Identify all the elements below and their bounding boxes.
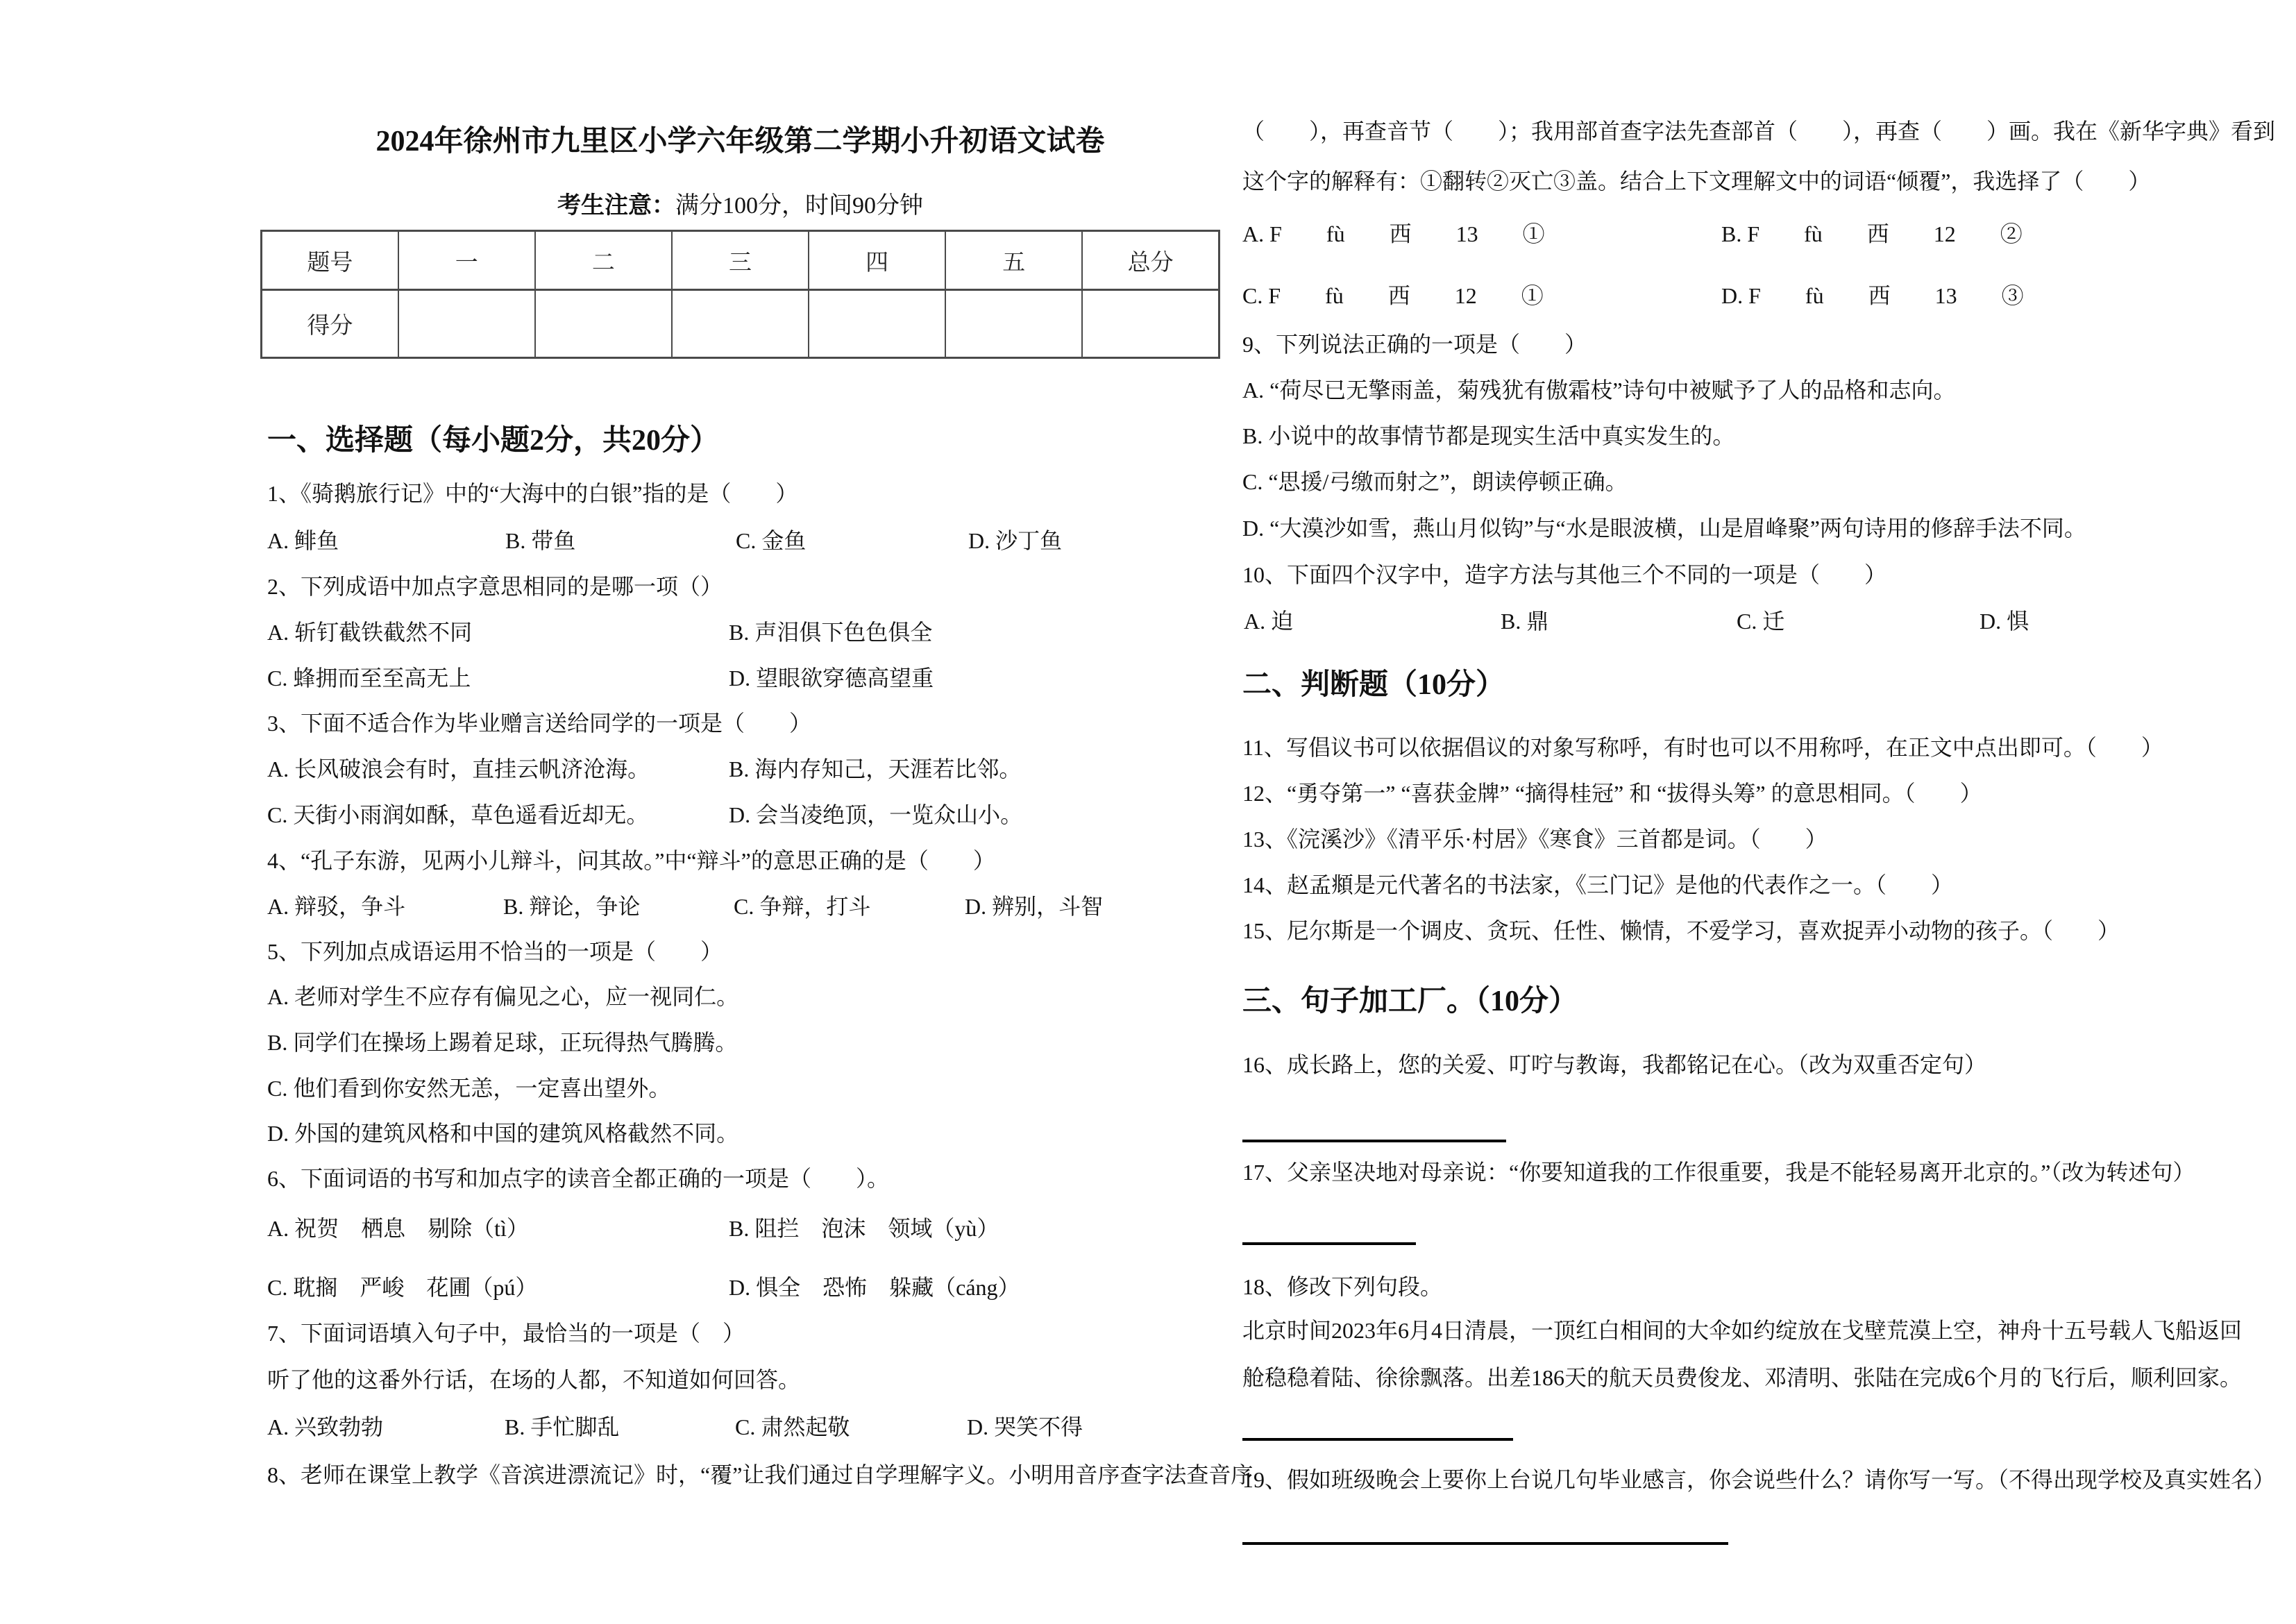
q4-option-c: C. 争辩，打斗	[734, 894, 871, 919]
q5-option-c: C. 他们看到你安然无恙，一定喜出望外。	[267, 1076, 671, 1101]
q2-option-d: D. 望眼欲穿德高望重	[729, 666, 934, 691]
header-cell: 一	[398, 231, 535, 290]
q7-option-a: A. 兴致勃勃	[267, 1414, 384, 1439]
answer-line	[1242, 1242, 1416, 1245]
question-7: 7、下面词语填入句子中，最恰当的一项是（ ）	[267, 1321, 745, 1346]
q8-continuation-1: （ ），再查音节（ ）；我用部首查字法先查部首（ ），再查（ ）画。我在《新华字典》看到	[1242, 119, 2276, 144]
answer-line	[1242, 1438, 1513, 1441]
q9-option-b: B. 小说中的故事情节都是现实生活中真实发生的。	[1242, 423, 1735, 448]
header-cell: 三	[672, 231, 809, 290]
q4-option-b: B. 辩论，争论	[503, 894, 641, 919]
question-5: 5、下列加点成语运用不恰当的一项是（ ）	[267, 939, 723, 964]
q6-option-b: B. 阻拦 泡沫 领域（yù）	[729, 1216, 999, 1241]
q8-option-b: B. F fù 西 12 ②	[1721, 221, 2023, 246]
q6-option-d: D. 惧全 恐怖 躲藏（cáng）	[729, 1275, 1020, 1300]
notice-label: 考生注意：	[557, 193, 675, 219]
page-title: 2024年徐州市九里区小学六年级第二学期小升初语文试卷	[375, 126, 1105, 158]
section-3-heading: 三、句子加工厂。（10分）	[1242, 986, 1578, 1017]
q10-option-b: B. 鼎	[1501, 609, 1549, 634]
q7-option-d: D. 哭笑不得	[967, 1414, 1083, 1439]
table-row	[262, 290, 1219, 358]
q5-option-a: A. 老师对学生不应存有偏见之心，应一视同仁。	[267, 984, 739, 1009]
q10-option-d: D. 惧	[1980, 609, 2029, 634]
score-cell	[398, 290, 535, 358]
q8-continuation-2: 这个字的解释有：①翻转②灭亡③盖。结合上下文理解文中的词语“倾覆”，我选择了（ ）	[1242, 169, 2151, 194]
q7-option-b: B. 手忙脚乱	[505, 1414, 620, 1439]
q5-option-b: B. 同学们在操场上踢着足球，正玩得热气腾腾。	[267, 1030, 738, 1055]
score-cell	[672, 290, 809, 358]
question-17: 17、父亲坚决地对母亲说：“你要知道我的工作很重要，我是不能轻易离开北京的。”（改为转述句）	[1242, 1160, 2195, 1185]
question-4: 4、“孔子东游，见两小儿辩斗，问其故。”中“辩斗”的意思正确的是（ ）	[267, 848, 995, 873]
q7-option-c: C. 肃然起敬	[735, 1414, 850, 1439]
q10-option-a: A. 迫	[1244, 609, 1294, 634]
notice-text: 满分100分，时间90分钟	[675, 193, 923, 219]
q6-option-c: C. 耽搁 严峻 花圃（pú）	[267, 1275, 538, 1300]
question-18: 18、修改下列句段。	[1242, 1274, 1443, 1299]
q6-option-a: A. 祝贺 栖息 剔除（tì）	[267, 1216, 529, 1241]
question-8: 8、老师在课堂上教学《音滨进漂流记》时，“覆”让我们通过自学理解字义。小明用音序查字法查音序	[267, 1462, 1253, 1487]
q2-option-c: C. 蜂拥而至至高无上	[267, 666, 471, 691]
q9-option-a: A. “荷尽已无擎雨盖，菊残犹有傲霜枝”诗句中被赋予了人的品格和志向。	[1242, 378, 1956, 403]
question-13: 13、《浣溪沙》《清平乐·村居》《寒食》三首都是词。（ ）	[1242, 827, 1827, 852]
question-6: 6、下面词语的书写和加点字的读音全都正确的一项是（ ）。	[267, 1166, 890, 1191]
score-cell	[945, 290, 1082, 358]
question-19: 19、假如班级晚会上要你上台说几句毕业感言，你会说些什么？请你写一写。（不得出现学校及真实姓名）	[1242, 1467, 2276, 1492]
exam-notice	[260, 186, 1220, 220]
q1-option-d: D. 沙丁鱼	[968, 528, 1063, 553]
q3-option-d: D. 会当凌绝顶，一览众山小。	[729, 802, 1023, 827]
question-10: 10、下面四个汉字中，造字方法与其他三个不同的一项是（ ）	[1242, 562, 1887, 587]
question-9: 9、下列说法正确的一项是（ ）	[1242, 332, 1587, 357]
score-cell	[1082, 290, 1219, 358]
question-3: 3、下面不适合作为毕业赠言送给同学的一项是（ ）	[267, 711, 812, 736]
question-14: 14、赵孟頫是元代著名的书法家，《三门记》是他的代表作之一。（ ）	[1242, 872, 1954, 897]
q10-option-c: C. 迁	[1737, 609, 1785, 634]
q1-option-b: B. 带鱼	[505, 528, 576, 553]
q1-option-c: C. 金鱼	[736, 528, 807, 553]
question-15: 15、尼尔斯是一个调皮、贪玩、任性、懒情，不爱学习，喜欢捉弄小动物的孩子。（ ）	[1242, 918, 2120, 943]
q18-paragraph-line-2: 舱稳稳着陆、徐徐飘落。出差186天的航天员费俊龙、邓清明、张陆在完成6个月的飞行后，顺利回家。	[1242, 1365, 2243, 1390]
question-11: 11、写倡议书可以依据倡议的对象写称呼，有时也可以不用称呼，在正文中点出即可。（ ）	[1242, 735, 2163, 760]
q3-option-a: A. 长风破浪会有时，直挂云帆济沧海。	[267, 756, 650, 781]
q8-option-d: D. F fù 西 13 ③	[1721, 283, 2024, 308]
header-cell: 题号	[262, 231, 398, 290]
q3-option-c: C. 天街小雨润如酥，草色遥看近却无。	[267, 802, 649, 827]
header-cell: 总分	[1082, 231, 1219, 290]
table-row	[262, 231, 1219, 290]
score-cell	[809, 290, 945, 358]
q9-option-d: D. “大漠沙如雪，燕山月似钩”与“水是眼波横，山是眉峰聚”两句诗用的修辞手法不同。	[1242, 516, 2086, 541]
q9-option-c: C. “思援/弓缴而射之”，朗读停顿正确。	[1242, 469, 1628, 494]
q1-option-a: A. 鲱鱼	[267, 528, 339, 553]
answer-line	[1242, 1542, 1728, 1545]
q5-option-d: D. 外国的建筑风格和中国的建筑风格截然不同。	[267, 1121, 739, 1146]
q2-option-b: B. 声泪俱下色色俱全	[729, 620, 933, 645]
q7-stem: 听了他的这番外行话，在场的人都，不知道如何回答。	[267, 1367, 801, 1392]
score-cell	[535, 290, 672, 358]
q4-option-a: A. 辩驳，争斗	[267, 894, 406, 919]
section-1-heading: 一、选择题（每小题2分，共20分）	[267, 425, 720, 457]
header-cell: 四	[809, 231, 945, 290]
section-2-heading: 二、判断题（10分）	[1242, 669, 1505, 701]
question-16: 16、成长路上，您的关爱、叮咛与教诲，我都铭记在心。（改为双重否定句）	[1242, 1052, 1987, 1077]
question-12: 12、“勇夺第一” “喜获金牌” “摘得桂冠” 和 “拔得头筹” 的意思相同。（ ）	[1242, 781, 1982, 806]
q8-option-a: A. F fù 西 13 ①	[1242, 221, 1545, 246]
header-cell: 二	[535, 231, 672, 290]
header-cell: 五	[945, 231, 1082, 290]
question-1: 1、《骑鹅旅行记》中的“大海中的白银”指的是（ ）	[267, 481, 798, 506]
q18-paragraph-line-1: 北京时间2023年6月4日清晨，一顶红白相间的大伞如约绽放在戈壁荒漠上空，神舟十五号载人飞船返回	[1242, 1318, 2243, 1343]
q4-option-d: D. 辨别，斗智	[965, 894, 1104, 919]
q8-option-c: C. F fù 西 12 ①	[1242, 283, 1544, 308]
score-label-cell: 得分	[262, 290, 398, 358]
q3-option-b: B. 海内存知己，天涯若比邻。	[729, 756, 1022, 781]
q2-option-a: A. 斩钉截铁截然不同	[267, 620, 473, 645]
question-2: 2、下列成语中加点字意思相同的是哪一项（）	[267, 574, 723, 599]
answer-line	[1242, 1140, 1506, 1142]
score-table	[260, 230, 1220, 359]
